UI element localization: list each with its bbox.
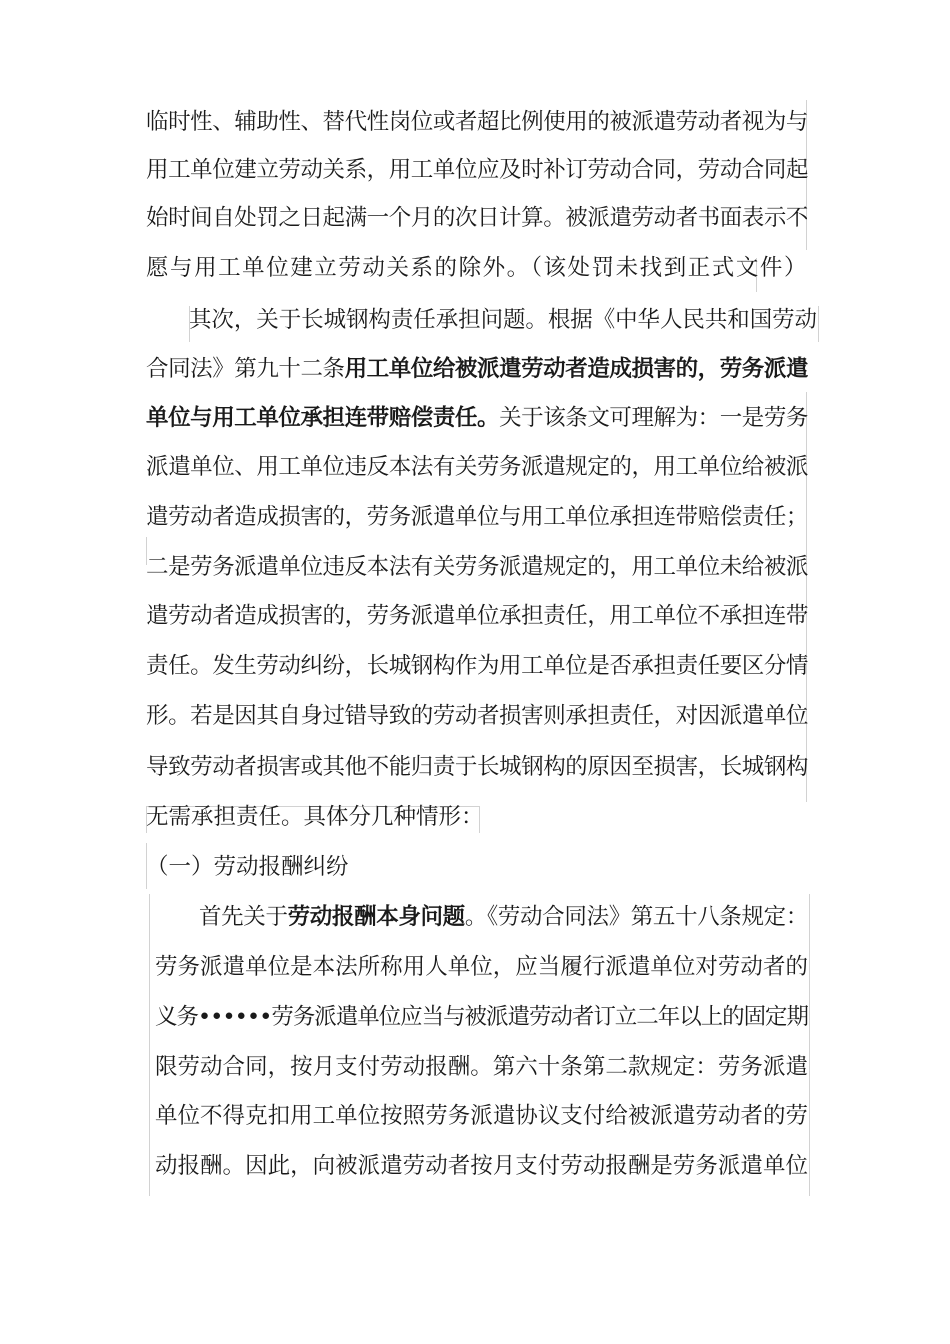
paragraph-2-line-7 — [146, 592, 808, 641]
section-heading — [146, 843, 808, 892]
paragraph-2-line-3 — [146, 394, 808, 443]
paragraph-2-line-10 — [146, 743, 808, 792]
paragraph-1-line-2 — [146, 146, 808, 195]
text-segment: （一）劳动报酬纠纷 — [146, 854, 349, 880]
bold-text-segment: 用工单位给被派遣劳动者造成损害的，劳务派遣 — [344, 356, 808, 382]
text-segment: 临时性、辅助性、替代性岗位或者超比例使用的被派遣劳动者视为与 — [146, 109, 808, 135]
text-segment: 导致劳动者损害或其他不能归责于长城钢构的原因至损害，长城钢构 — [146, 754, 808, 780]
paragraph-1-line-3 — [146, 194, 808, 243]
paragraph-2-line-2 — [146, 345, 808, 394]
text-segment: 无需承担责任。具体分几种情形： — [146, 804, 484, 830]
text-segment: 其次，关于长城钢构责任承担问题。根据《中华人民共和国劳动 — [189, 307, 817, 333]
text-segment: 关于该条文可理解为：一是劳务 — [499, 405, 808, 431]
paragraph-2-line-1 — [189, 296, 817, 345]
paragraph-1-line-1 — [146, 98, 808, 147]
paragraph-2-line-4 — [146, 443, 808, 492]
text-segment: 愿与用工单位建立劳动关系的除外。（该处罚未找到正式文件） — [146, 255, 808, 281]
paragraph-3-line-6 — [155, 1142, 808, 1191]
paragraph-3-line-5 — [155, 1092, 808, 1141]
text-segment: 。《劳动合同法》第五十八条规定： — [464, 904, 808, 930]
paragraph-3-line-2 — [155, 943, 808, 992]
text-segment: 遣劳动者造成损害的，劳务派遣单位承担责任，用工单位不承担连带 — [146, 603, 808, 629]
paragraph-2-line-9 — [146, 692, 808, 741]
text-segment: 遣劳动者造成损害的，劳务派遣单位与用工单位承担连带赔偿责任； — [146, 504, 808, 530]
text-segment: 责任。发生劳动纠纷，长城钢构作为用工单位是否承担责任要区分情 — [146, 653, 808, 679]
text-segment: 限劳动合同，按月支付劳动报酬。第六十条第二款规定：劳务派遣 — [155, 1054, 808, 1080]
bold-text-segment: 劳动报酬本身问题 — [287, 904, 465, 930]
text-segment: 二是劳务派遣单位违反本法有关劳务派遣规定的，用工单位未给被派 — [146, 554, 808, 580]
text-segment: 动报酬。因此，向被派遣劳动者按月支付劳动报酬是劳务派遣单位 — [155, 1153, 808, 1179]
paragraph-1-line-4 — [146, 244, 808, 293]
paragraph-2-line-5 — [146, 493, 808, 542]
text-segment: 首先关于 — [199, 904, 288, 930]
paragraph-3-line-4 — [155, 1043, 808, 1092]
text-segment: 用工单位建立劳动关系，用工单位应及时补订劳动合同，劳动合同起 — [146, 157, 808, 183]
paragraph-3-line-1 — [199, 893, 808, 942]
bold-text-segment: 单位与用工单位承担连带赔偿责任。 — [146, 405, 500, 431]
paragraph-2-line-6 — [146, 543, 808, 592]
text-segment: 形。若是因其自身过错导致的劳动者损害则承担责任，对因派遣单位 — [146, 703, 808, 729]
paragraph-2-line-11 — [146, 793, 808, 842]
text-segment: 单位不得克扣用工单位按照劳务派遣协议支付给被派遣劳动者的劳 — [155, 1103, 808, 1129]
text-segment: 合同法》第九十二条 — [146, 356, 345, 382]
text-segment: 派遣单位、用工单位违反本法有关劳务派遣规定的，用工单位给被派 — [146, 454, 808, 480]
text-segment: 始时间自处罚之日起满一个月的次日计算。被派遣劳动者书面表示不 — [146, 205, 808, 231]
text-segment: 劳务派遣单位是本法所称用人单位，应当履行派遣单位对劳动者的 — [155, 954, 808, 980]
paragraph-3-line-3 — [155, 993, 808, 1042]
paragraph-2-line-8 — [146, 642, 808, 691]
text-segment: 义务••••••劳务派遣单位应当与被派遣劳动者订立二年以上的固定期 — [155, 1004, 808, 1030]
